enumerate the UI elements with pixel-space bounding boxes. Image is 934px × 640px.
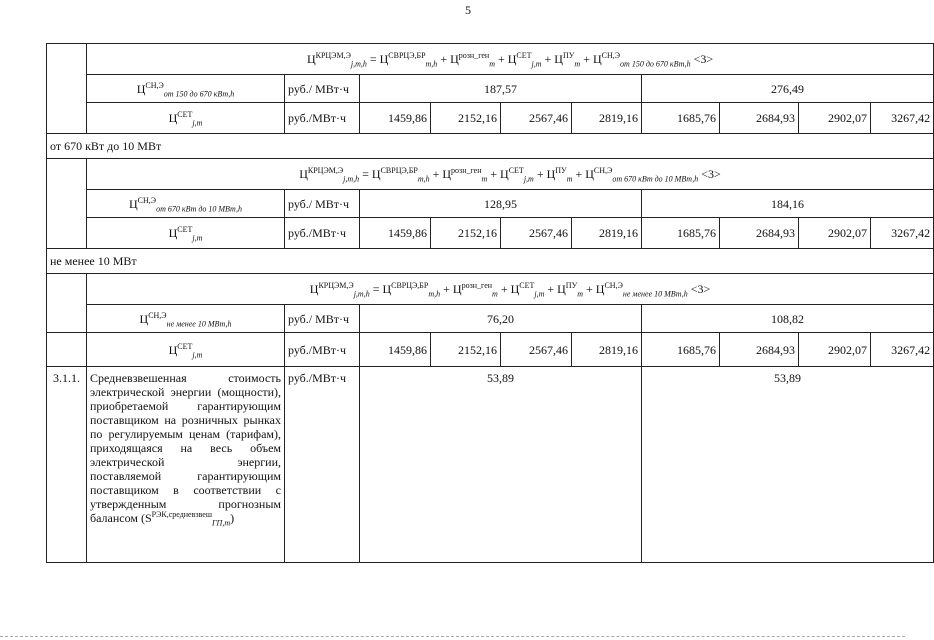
formula-2: $Ц^{КРЦЭМ,Э}_{j,m,h} = Ц^{СВРЦЭ,БР}_{m,h} + Ц^{розн\_ген}_m + Ц^{СЕТ}_{j,m} + Ц^{ПУ}_m + Ц^{СН,Э}_{от 670 кВт до 10 МВт,h} <3>$: [87, 159, 934, 190]
value-cell: 2684,93: [720, 103, 799, 134]
formula-1: $Ц^{КРЦЭМ,Э}_{j,m,h} = Ц^{СВРЦЭ,БР}_{m,h} + Ц^{розн\_ген}_m + Ц^{СЕТ}_{j,m} + Ц^{ПУ}_m + Ц^{СН,Э}_{от 150 до 670 кВт,h} <3>$: [87, 44, 934, 75]
value-cell: 187,57: [360, 75, 642, 103]
unit-cell: руб./МВт·ч: [285, 333, 360, 367]
formula-term: + $Ц^{ПУ}_m$: [533, 166, 573, 184]
formula-3-rhs: [372, 281, 688, 299]
table-row: [47, 134, 934, 159]
set-symbol: $Ц^{СЕТ}_{j,m}$: [87, 103, 285, 134]
formula-term: + $Ц^{розн\_ген}_m$: [440, 281, 498, 299]
value-cell: 2819,16: [572, 103, 642, 134]
table-row: [47, 274, 934, 305]
value-cell: 2902,07: [799, 333, 871, 367]
formula-term: + $Ц^{СН,Э}_{от 150 до 670 кВт,h}$: [580, 51, 691, 69]
value-cell: 276,49: [642, 75, 934, 103]
value-cell: 1459,86: [360, 333, 431, 367]
empty-cell: [47, 159, 87, 249]
value-cell: 3267,42: [871, 103, 934, 134]
unit-cell: руб./МВт·ч: [285, 103, 360, 134]
range-heading: от 670 кВт до 10 МВт: [47, 134, 934, 159]
formula-term: + $Ц^{СЕТ}_{j,m}$: [497, 281, 545, 299]
table-row: [47, 333, 934, 367]
formula-term: + $Ц^{розн\_ген}_m$: [437, 51, 495, 69]
unit-cell: руб./ МВт·ч: [285, 305, 360, 333]
value-cell: 76,20: [360, 305, 642, 333]
item-description: Средневзвешенная стоимость электрической энергии (мощности), приобретаемой гарантирующим поставщиком на розничных рынках по регулируемым ценам (тарифам), приходящаяся на весь объем электрической энергии, поставляемой гарантирующим поставщиком в соответствии с утвержденным прогнозным балансом $(S^{РЭК,средневзвеш}_{ГП,m})$: [87, 367, 285, 563]
value-cell: 1685,76: [642, 103, 720, 134]
set-symbol: $Ц^{СЕТ}_{j,m}$: [87, 218, 285, 249]
table-row: [47, 249, 934, 274]
page-edge: [0, 636, 905, 638]
table-row: [47, 305, 934, 333]
value-cell: 2684,93: [720, 333, 799, 367]
formula-term: = $Ц^{СВРЦЭ,БР}_{m,h}$: [372, 281, 441, 299]
value-cell: 2152,16: [431, 103, 501, 134]
value-cell: 53,89: [360, 367, 642, 563]
table-row: [47, 75, 934, 103]
sn-symbol: $Ц^{СН,Э}_{от 670 кВт до 10 МВт,h}$: [87, 190, 285, 218]
value-cell: 1685,76: [642, 218, 720, 249]
empty-cell: [47, 44, 87, 134]
formula-term: + $Ц^{СЕТ}_{j,m}$: [487, 166, 534, 184]
set-symbol: $Ц^{СЕТ}_{j,m}$: [87, 333, 285, 367]
table-row: [47, 190, 934, 218]
value-cell: 2819,16: [572, 218, 642, 249]
value-cell: 128,95: [360, 190, 642, 218]
sn-symbol: $Ц^{СН,Э}_{не менее 10 МВт,h}$: [87, 305, 285, 333]
unit-cell: руб./МВт·ч: [285, 218, 360, 249]
value-cell: 2152,16: [431, 333, 501, 367]
value-cell: 3267,42: [871, 333, 934, 367]
value-cell: 2567,46: [501, 103, 572, 134]
value-cell: 2152,16: [431, 218, 501, 249]
formula-term: = $Ц^{СВРЦЭ,БР}_{m,h}$: [362, 166, 430, 184]
formula-term: + $Ц^{СН,Э}_{не менее 10 МВт,h}$: [583, 281, 688, 299]
formula-term: = $Ц^{СВРЦЭ,БР}_{m,h}$: [369, 51, 438, 69]
formula-2-rhs: [362, 166, 699, 184]
table-row: [47, 44, 934, 75]
tariff-table: [46, 43, 934, 563]
value-cell: 2902,07: [799, 103, 871, 134]
value-cell: 108,82: [642, 305, 934, 333]
value-cell: 2567,46: [501, 333, 572, 367]
value-cell: 2819,16: [572, 333, 642, 367]
page-number: 5: [465, 3, 471, 17]
sn-symbol: $Ц^{СН,Э}_{от 150 до 670 кВт,h}$: [87, 75, 285, 103]
formula-1-rhs: [369, 51, 691, 69]
range-heading: не менее 10 МВт: [47, 249, 934, 274]
unit-cell: руб./ МВт·ч: [285, 75, 360, 103]
value-cell: 1459,86: [360, 218, 431, 249]
empty-cell: [47, 333, 87, 367]
empty-cell: [47, 274, 87, 333]
footnote-ref: <3>: [701, 167, 721, 181]
unit-cell: руб./МВт·ч: [285, 367, 360, 563]
formula-term: + $Ц^{СН,Э}_{от 670 кВт до 10 МВт,h}$: [572, 166, 699, 184]
formula-term: + $Ц^{СЕТ}_{j,m}$: [494, 51, 542, 69]
unit-cell: руб./ МВт·ч: [285, 190, 360, 218]
formula-term: + $Ц^{розн\_ген}_m$: [429, 166, 488, 184]
value-cell: 1685,76: [642, 333, 720, 367]
table-row: [47, 218, 934, 249]
value-cell: 53,89: [642, 367, 934, 563]
value-cell: 1459,86: [360, 103, 431, 134]
value-cell: 2684,93: [720, 218, 799, 249]
value-cell: 2902,07: [799, 218, 871, 249]
value-cell: 184,16: [642, 190, 934, 218]
table-row: [47, 159, 934, 190]
value-cell: 2567,46: [501, 218, 572, 249]
formula-term: + $Ц^{ПУ}_m$: [544, 281, 584, 299]
footnote-ref: <3>: [693, 52, 714, 66]
footnote-ref: <3>: [690, 282, 711, 296]
value-cell: 3267,42: [871, 218, 934, 249]
formula-term: + $Ц^{ПУ}_m$: [541, 51, 581, 69]
table-row: [47, 103, 934, 134]
item-number: 3.1.1.: [47, 367, 87, 563]
table-row: [47, 367, 934, 563]
formula-3: $Ц^{КРЦЭМ,Э}_{j,m,h} = Ц^{СВРЦЭ,БР}_{m,h} + Ц^{розн\_ген}_m + Ц^{СЕТ}_{j,m} + Ц^{ПУ}_m + Ц^{СН,Э}_{не менее 10 МВт,h} <3>$: [87, 274, 934, 305]
